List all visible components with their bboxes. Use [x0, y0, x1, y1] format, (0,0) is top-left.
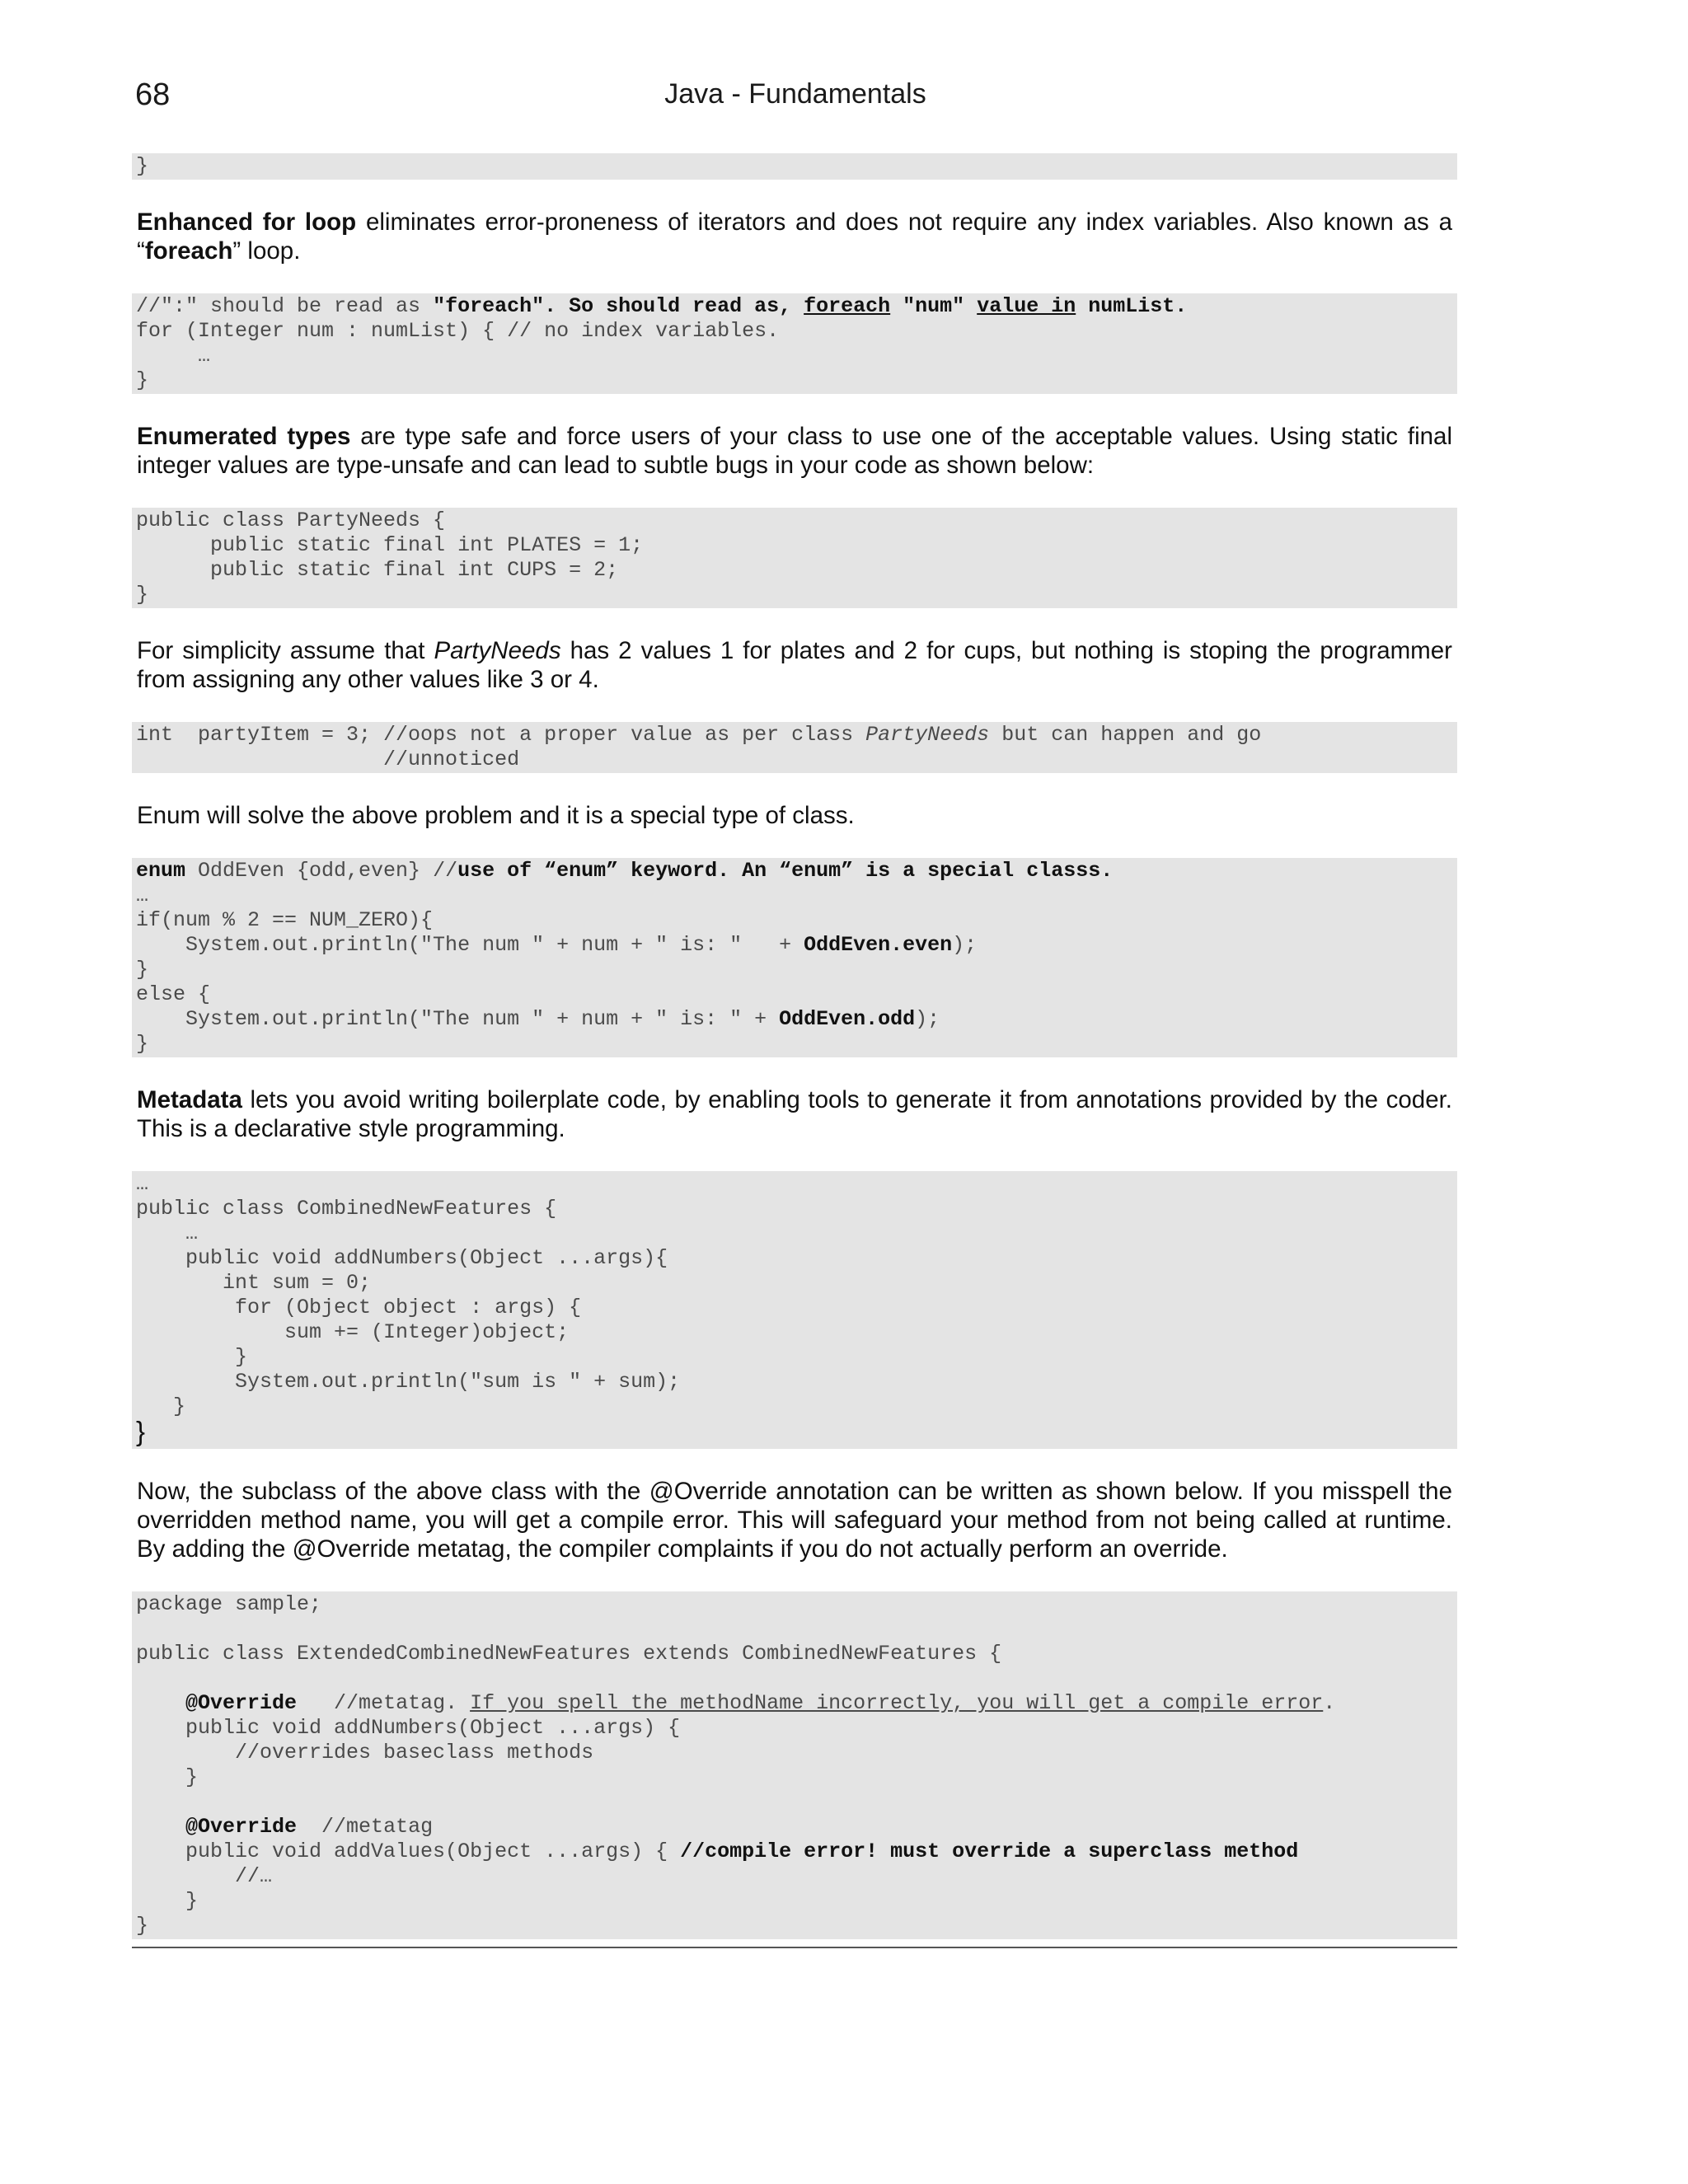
code-line: System.out.println("sum is " + sum);	[136, 1370, 681, 1394]
code-italic: PartyNeeds	[865, 723, 990, 747]
code-indent	[136, 1815, 185, 1839]
code-line: …	[136, 883, 149, 907]
code-line: …	[136, 344, 211, 368]
code-line: //…	[136, 1864, 273, 1888]
code-line: }	[136, 1032, 149, 1056]
code-text: public void addValues(Object ...args) {	[136, 1840, 681, 1863]
code-block-foreach	[132, 293, 1457, 394]
code-line: else {	[136, 982, 211, 1006]
page-number: 68	[135, 77, 171, 112]
code-line	[136, 1007, 940, 1031]
code-block-odd-even	[132, 858, 1457, 1057]
code-line: }	[136, 1416, 146, 1446]
code-line: }	[136, 583, 149, 607]
code-line: …	[136, 1172, 149, 1196]
code-comment: //metatag.	[297, 1691, 471, 1715]
code-line	[136, 933, 977, 957]
code-line	[136, 723, 1261, 747]
code-line: }	[136, 1345, 248, 1369]
code-line: public class PartyNeeds {	[136, 509, 446, 532]
code-line: public class ExtendedCombinedNewFeatures extends CombinedNewFeatures {	[136, 1642, 1002, 1666]
code-text: OddEven {odd,even} //	[185, 859, 458, 883]
code-bold: "foreach". So should read as,	[433, 294, 804, 318]
code-line: }	[136, 368, 149, 392]
code-bold: OddEven.even	[804, 933, 953, 957]
code-comment: //":" should be read as	[136, 294, 434, 318]
code-line: }	[136, 154, 149, 178]
code-line: int sum = 0;	[136, 1271, 372, 1295]
code-underlined: foreach	[804, 294, 891, 318]
code-text: .	[1323, 1691, 1336, 1715]
code-underlined: If you spell the methodName incorrectly, you will get a compile error	[470, 1691, 1324, 1715]
code-line: }	[136, 1765, 199, 1789]
code-line: }	[136, 1914, 149, 1938]
code-text: System.out.println("The num " + num + " is: " +	[136, 1007, 780, 1031]
code-line: //overrides baseclass methods	[136, 1741, 594, 1765]
code-line	[136, 859, 1113, 883]
page-content	[132, 153, 1457, 1939]
code-annotation: @Override	[185, 1815, 298, 1839]
code-line: }	[136, 958, 149, 982]
code-comment: //metatag	[297, 1815, 434, 1839]
code-line: public void addNumbers(Object ...args){	[136, 1246, 668, 1270]
code-line: //unnoticed	[136, 748, 520, 771]
code-text: System.out.println("The num " + num + " is: " +	[136, 933, 804, 957]
code-bold: use of “enum” keyword. An “enum” is a special classs.	[457, 859, 1114, 883]
code-line: public void addNumbers(Object ...args) {	[136, 1716, 681, 1740]
code-block-party-needs	[132, 508, 1457, 608]
paragraph-enhanced-for-loop	[137, 208, 1452, 265]
running-title: Java - Fundamentals	[664, 78, 926, 110]
code-block-combined-new-features	[132, 1171, 1457, 1449]
code-bold: numList.	[1076, 294, 1188, 318]
code-block-closing-brace	[132, 153, 1457, 180]
text: Enum will solve the above problem and it is a special type of class.	[137, 802, 855, 829]
code-underlined: value in	[977, 294, 1076, 318]
text: lets you avoid writing boilerplate code, by enabling tools to generate it from annotations provided by the coder. This is a declarative style programming.	[137, 1086, 1452, 1142]
code-text: but can happen and go	[989, 723, 1262, 747]
code-bold: "num"	[890, 294, 978, 318]
paragraph-simplicity	[137, 636, 1452, 694]
code-block-party-item	[132, 722, 1457, 773]
text: For simplicity assume that	[137, 637, 434, 664]
term-party-needs: PartyNeeds	[434, 637, 561, 664]
footer-rule	[132, 1947, 1457, 1948]
code-line: }	[136, 1889, 199, 1913]
paragraph-override	[137, 1477, 1452, 1563]
term-foreach: foreach	[144, 237, 233, 265]
code-line: public static final int PLATES = 1;	[136, 533, 644, 557]
code-indent	[136, 1691, 185, 1715]
text: has 2 values 1 for plates and 2 for cups, but nothing is stoping the programmer from assigning any other values like 3 or 4.	[137, 637, 1452, 693]
code-line: for (Object object : args) {	[136, 1296, 582, 1319]
code-bold: //compile error! must override a superclass method	[680, 1840, 1299, 1863]
code-keyword: enum	[136, 859, 186, 883]
term-metadata: Metadata	[137, 1086, 242, 1113]
code-text: int partyItem = 3; //oops not a proper value as per class	[136, 723, 866, 747]
code-bold: OddEven.odd	[779, 1007, 916, 1031]
code-line: public static final int CUPS = 2;	[136, 558, 619, 582]
code-line: …	[136, 1221, 199, 1245]
code-text: );	[915, 1007, 940, 1031]
code-line: for (Integer num : numList) { // no index variables.	[136, 319, 780, 343]
code-line: sum += (Integer)object;	[136, 1320, 570, 1344]
term-enhanced-for-loop: Enhanced for loop	[137, 209, 357, 236]
code-line	[136, 1691, 1335, 1715]
code-line: package sample;	[136, 1592, 322, 1616]
code-line: if(num % 2 == NUM_ZERO){	[136, 908, 434, 932]
code-line	[136, 294, 1187, 318]
code-line: public class CombinedNewFeatures {	[136, 1197, 557, 1221]
text: are type safe and force users of your class to use one of the acceptable values. Using static final integer values are type-unsafe and can lead to subtle bugs in your code as shown below:	[137, 423, 1452, 479]
code-line	[136, 1840, 1298, 1863]
text: Now, the subclass of the above class with the @Override annotation can be written as shown below. If you misspell the overridden method name, you will get a compile error. This will safeguard your method from not being called at runtime. By adding the @Override metatag, the compiler complaints if you do not actually perform an override.	[137, 1478, 1452, 1563]
paragraph-enum-solution	[137, 801, 1452, 830]
code-line	[136, 1815, 433, 1839]
code-block-extended-combined-new-features	[132, 1591, 1457, 1939]
code-annotation: @Override	[185, 1691, 298, 1715]
paragraph-metadata	[137, 1085, 1452, 1143]
paragraph-enumerated-types	[137, 422, 1452, 480]
code-line: }	[136, 1394, 186, 1418]
text: eliminates error-proneness of iterators and does not require any index variables. Also known as a “	[137, 209, 1453, 265]
term-enumerated-types: Enumerated types	[137, 423, 351, 450]
text: ” loop.	[232, 237, 301, 265]
code-text: );	[952, 933, 978, 957]
